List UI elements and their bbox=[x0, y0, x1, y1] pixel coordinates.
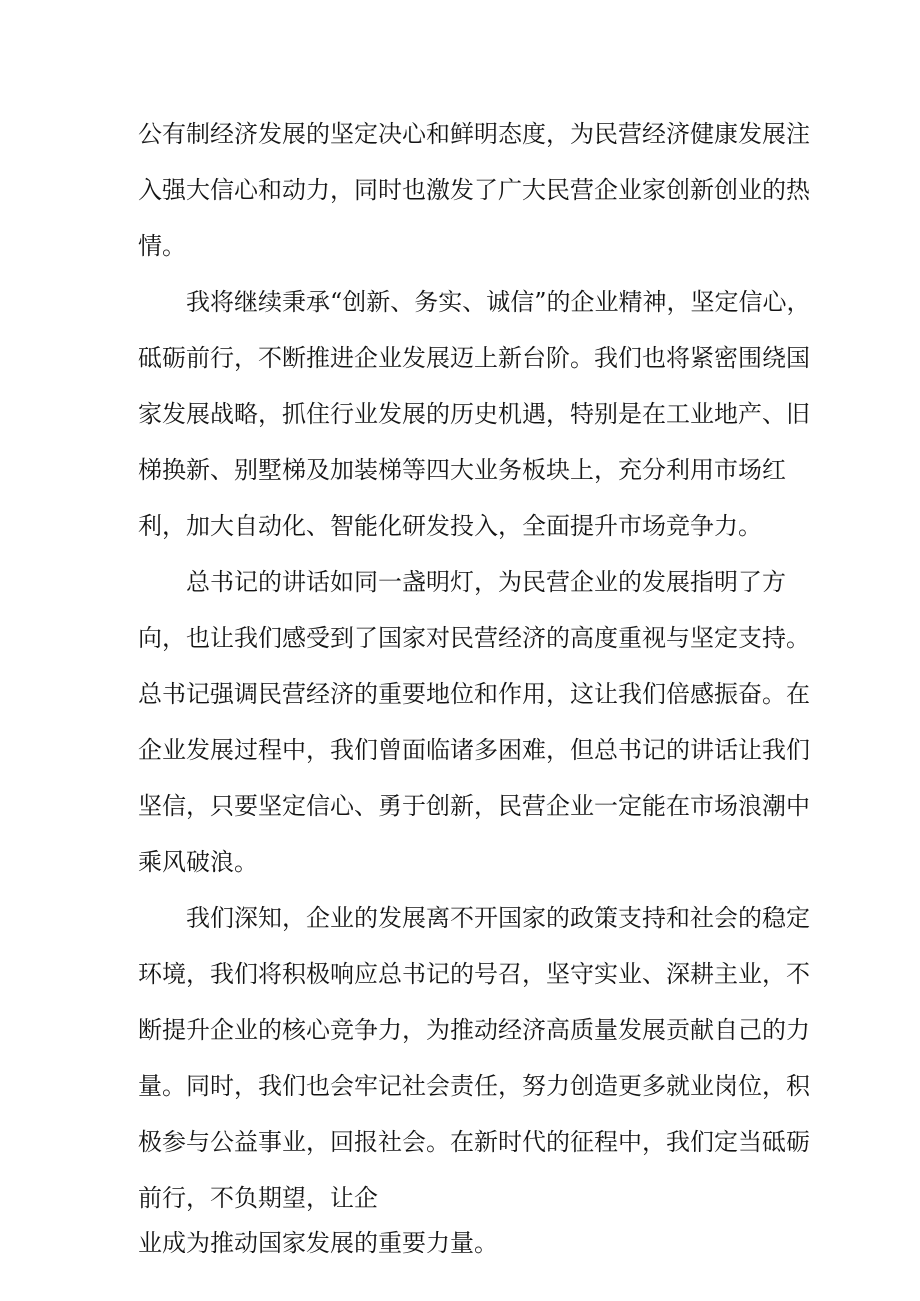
paragraph-4-tail-line-1: 前行，不负期望，让企 bbox=[138, 1184, 378, 1212]
paragraph-4-tail-line-2: 业成为推动国家发展的重要力量。 bbox=[138, 1229, 498, 1257]
document-body bbox=[138, 106, 818, 1260]
paragraph-2: 我将继续秉承“创新、务实、诚信”的企业精神，坚定信心，砥砺前行，不断推进企业发展迈上新台阶。我们也将紧密围绕国家发展战略，抓住行业发展的历史机遇，特别是在工业地产、旧梯换新、别墅梯及加装梯等四大业务板块上，充分利用市场红利，加大自动化、智能化研发投入，全面提升市场竞争力。 bbox=[138, 288, 811, 540]
paragraph-4: 我们深知，企业的发展离不开国家的政策支持和社会的稳定环境，我们将积极响应总书记的号召，坚守实业、深耕主业，不断提升企业的核心竞争力，为推动经济高质量发展贡献自己的力量。同时，我们也会牢记社会责任，努力创造更多就业岗位，积极参与公益事业，回报社会。在新时代的征程中，我们定当砥砺 bbox=[138, 904, 810, 1156]
paragraph-3: 总书记的讲话如同一盏明灯，为民营企业的发展指明了方向，也让我们感受到了国家对民营经济的高度重视与坚定支持。总书记强调民营经济的重要地位和作用，这让我们倍感振奋。在企业发展过程中，我们曾面临诸多困难，但总书记的讲话让我们坚信，只要坚定信心、勇于创新，民营企业一定能在市场浪潮中乘风破浪。 bbox=[138, 568, 810, 876]
paragraph-1: 公有制经济发展的坚定决心和鲜明态度，为民营经济健康发展注入强大信心和动力，同时也激发了广大民营企业家创新创业的热情。 bbox=[138, 120, 810, 260]
paragraph-4-tail bbox=[138, 1170, 818, 1260]
